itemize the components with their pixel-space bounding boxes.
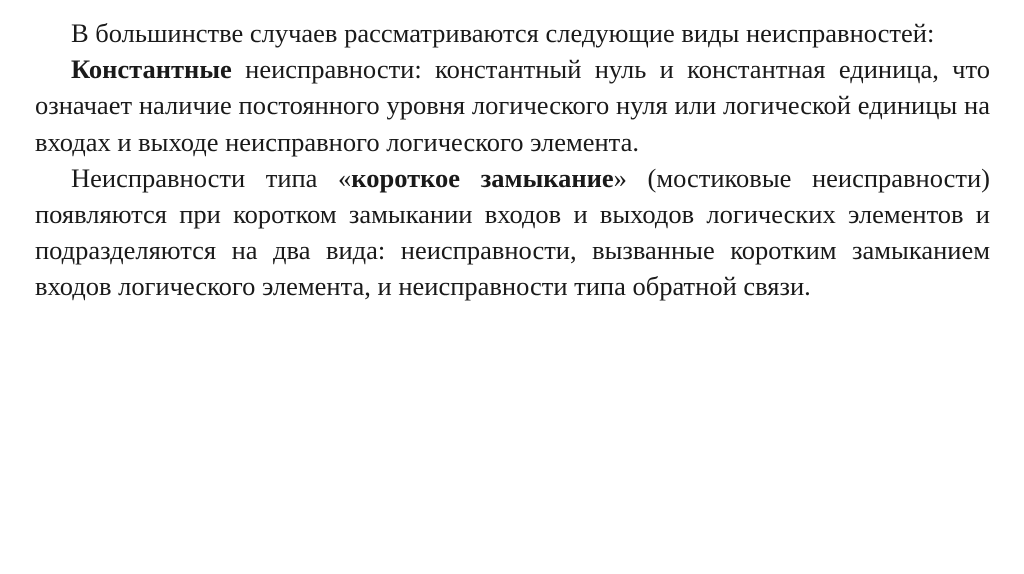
paragraph-intro bbox=[35, 15, 990, 51]
paragraph-constant-text: неисправности: константный нуль и константная единица, что означает наличие постоянного уровня логического нуля или логической единицы на входах и выходе неисправного логического элемента. bbox=[35, 54, 990, 157]
paragraph-short-circuit-faults bbox=[35, 160, 990, 305]
paragraph-short-circuit-lead: Неисправности типа « bbox=[71, 162, 352, 193]
term-constant: Константные bbox=[71, 54, 232, 85]
text-body bbox=[35, 15, 990, 305]
paragraph-short-circuit-text: » (мостиковые неисправности) появляются при коротком замыкании входов и выходов логических элементов и подразделяются на два вида: неисправности, вызванные коротким замыканием входов логического элемента, и неисправности типа обратной связи. bbox=[35, 162, 990, 302]
paragraph-intro-text: В большинстве случаев рассматриваются следующие виды неисправностей: bbox=[71, 18, 935, 48]
term-short-circuit: короткое замыкание bbox=[351, 162, 614, 193]
paragraph-constant-faults bbox=[35, 51, 990, 160]
